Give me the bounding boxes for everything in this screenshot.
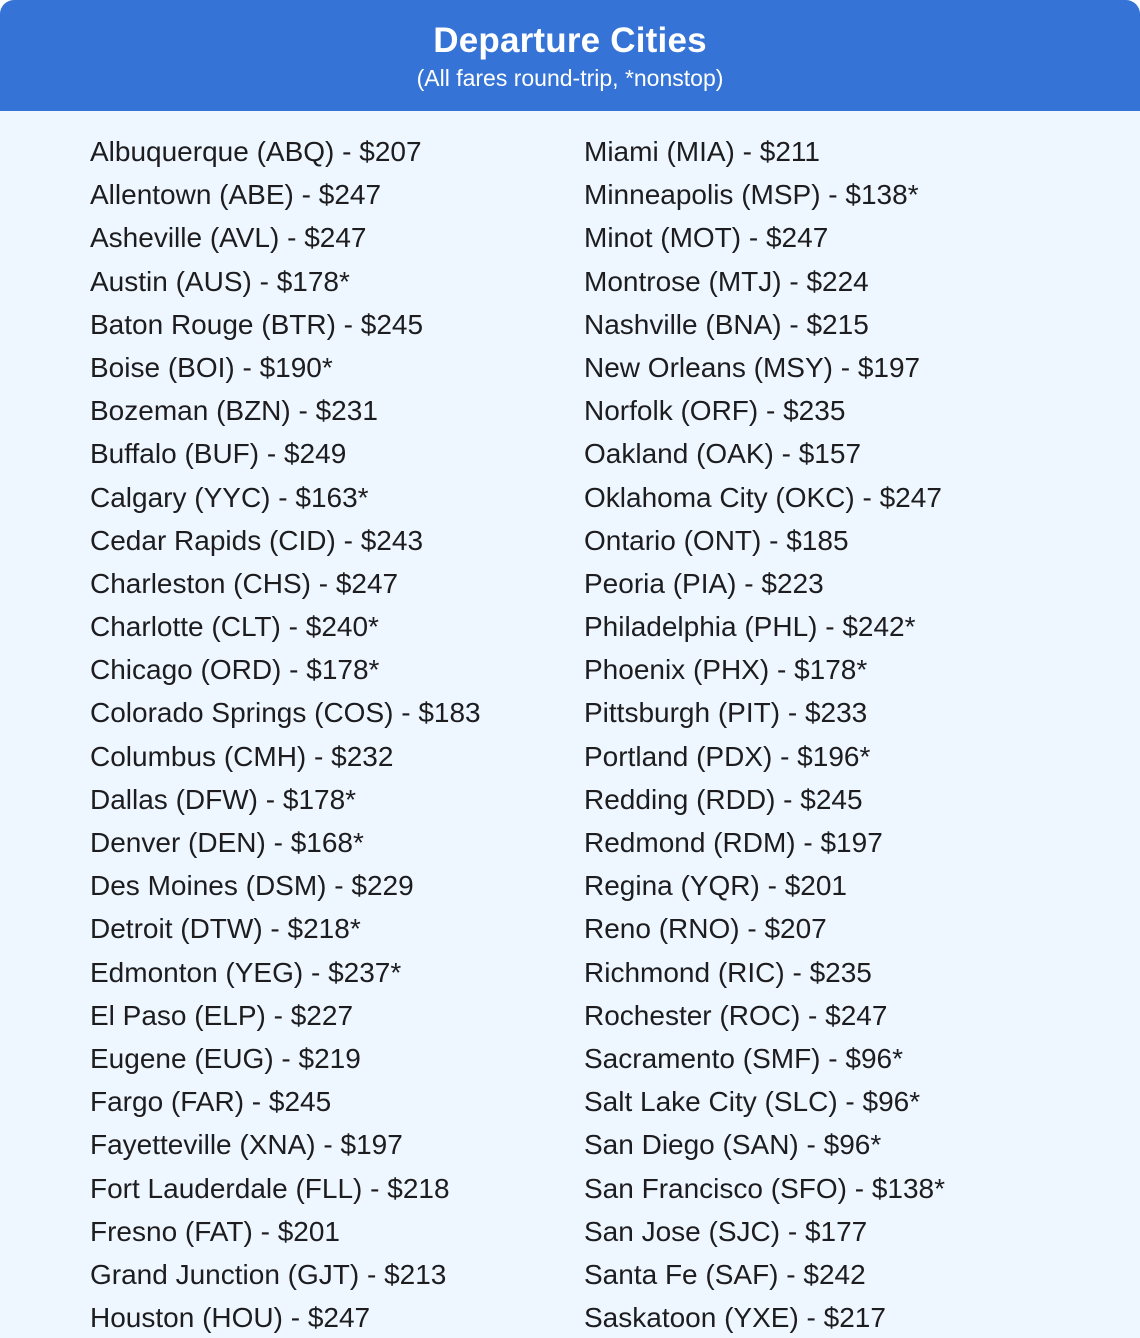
city-fare-item: Regina (YQR) - $201 <box>584 870 848 902</box>
city-fare-item: Peoria (PIA) - $223 <box>584 567 824 599</box>
city-fare-item: Fargo (FAR) - $245 <box>90 1086 332 1118</box>
city-fare-item: Asheville (AVL) - $247 <box>90 222 367 254</box>
city-fare-item: Portland (PDX) - $196* <box>584 740 871 772</box>
city-fare-item: Detroit (DTW) - $218* <box>90 913 361 945</box>
city-fare-item: Eugene (EUG) - $219 <box>90 1042 361 1074</box>
city-fare-item: Austin (AUS) - $178* <box>90 265 350 297</box>
city-fare-item: Fort Lauderdale (FLL) - $218 <box>90 1172 450 1204</box>
right-city-list <box>584 130 945 1338</box>
city-fare-item: San Jose (SJC) - $177 <box>584 1215 868 1247</box>
city-fare-item: Philadelphia (PHL) - $242* <box>584 611 916 643</box>
city-fare-item: Fresno (FAT) - $201 <box>90 1215 341 1247</box>
city-fare-item: Rochester (ROC) - $247 <box>584 999 888 1031</box>
city-fare-item: Boise (BOI) - $190* <box>90 351 333 383</box>
city-fare-item: Nashville (BNA) - $215 <box>584 308 869 340</box>
city-fare-item: San Francisco (SFO) - $138* <box>584 1172 946 1204</box>
city-fare-item: Santa Fe (SAF) - $242 <box>584 1258 866 1290</box>
city-fare-item: San Diego (SAN) - $96* <box>584 1129 882 1161</box>
city-fare-item: El Paso (ELP) - $227 <box>90 999 354 1031</box>
city-fare-item: Columbus (CMH) - $232 <box>90 740 394 772</box>
city-fare-item: Salt Lake City (SLC) - $96* <box>584 1086 921 1118</box>
city-fare-item: Cedar Rapids (CID) - $243 <box>90 524 424 556</box>
city-fare-item: Buffalo (BUF) - $249 <box>90 438 347 470</box>
city-fare-item: Charlotte (CLT) - $240* <box>90 611 379 643</box>
city-fare-item: Reno (RNO) - $207 <box>584 913 827 945</box>
city-fare-item: Denver (DEN) - $168* <box>90 827 364 858</box>
city-fare-item: Pittsburgh (PIT) - $233 <box>584 697 868 729</box>
page-subtitle: (All fares round-trip, *nonstop) <box>416 65 724 91</box>
city-fare-item: Baton Rouge (BTR) - $245 <box>90 308 424 340</box>
city-fare-item: Oakland (OAK) - $157 <box>584 438 862 470</box>
city-fare-item: Norfolk (ORF) - $235 <box>584 395 846 427</box>
city-fare-item: Montrose (MTJ) - $224 <box>584 265 869 297</box>
city-fare-item: Des Moines (DSM) - $229 <box>90 870 414 902</box>
city-fare-item: Calgary (YYC) - $163* <box>90 481 369 513</box>
city-fare-item: New Orleans (MSY) - $197 <box>584 351 921 383</box>
city-fare-item: Charleston (CHS) - $247 <box>90 567 399 599</box>
city-fare-item: Colorado Springs (COS) - $183 <box>90 697 481 729</box>
city-fare-item: Houston (HOU) - $247 <box>90 1302 371 1334</box>
city-fare-item: Saskatoon (YXE) - $217 <box>584 1302 886 1334</box>
city-fare-item: Redding (RDD) - $245 <box>584 783 863 815</box>
city-fare-item: Minneapolis (MSP) - $138* <box>584 179 919 211</box>
city-fare-item: Dallas (DFW) - $178* <box>90 783 357 815</box>
city-fare-item: Phoenix (PHX) - $178* <box>584 654 868 686</box>
city-fare-item: Ontario (ONT) - $185 <box>584 524 849 556</box>
city-fare-item: Redmond (RDM) - $197 <box>584 827 883 858</box>
city-fare-item: Albuquerque (ABQ) - $207 <box>90 136 422 167</box>
city-fare-item: Miami (MIA) - $211 <box>584 136 820 167</box>
city-fare-item: Edmonton (YEG) - $237* <box>90 956 402 988</box>
city-fare-item: Bozeman (BZN) - $231 <box>90 395 378 427</box>
left-city-list <box>90 130 481 1338</box>
city-fare-item: Sacramento (SMF) - $96* <box>584 1042 903 1074</box>
city-fare-item: Oklahoma City (OKC) - $247 <box>584 481 942 513</box>
city-fare-item: Richmond (RIC) - $235 <box>584 956 872 988</box>
card-header <box>0 0 1140 111</box>
city-fare-item: Grand Junction (GJT) - $213 <box>90 1258 447 1290</box>
city-fare-item: Chicago (ORD) - $178* <box>90 654 380 686</box>
page-title: Departure Cities <box>433 21 707 60</box>
city-fare-item: Fayetteville (XNA) - $197 <box>90 1129 403 1161</box>
city-fare-item: Minot (MOT) - $247 <box>584 222 829 254</box>
city-fare-item: Allentown (ABE) - $247 <box>90 179 382 211</box>
